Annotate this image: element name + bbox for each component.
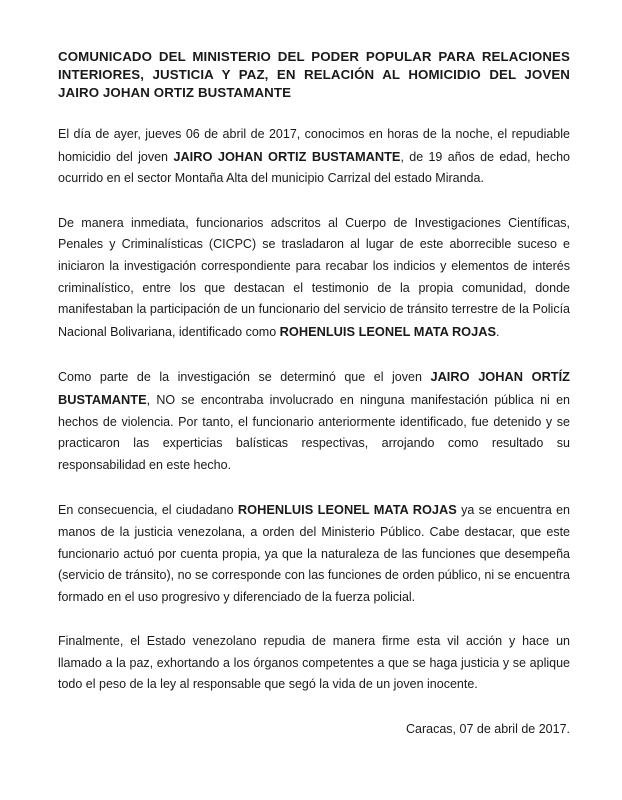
paragraph-1-text-c: , de 19 años de edad, hecho ocurrido en el sector Montaña Alta del municipio Carrizal del estado Miranda. <box>58 149 570 186</box>
paragraph-4 <box>58 499 570 608</box>
paragraph-3 <box>58 366 570 476</box>
paragraph-3-text-c: , NO se encontraba involucrado en ninguna manifestación pública ni en hechos de violencia. Por tanto, el funcionario anteriormente identificado, fue detenido y se practicaron las experticias balísticas respectivas, arrojando como resultado su responsabilidad en este hecho. <box>58 392 570 472</box>
paragraph-4-text-a: En consecuencia, el ciudadano <box>58 503 238 518</box>
paragraph-2-text-a: De manera inmediata, funcionarios adscritos al Cuerpo de Investigaciones Científicas, Penales y Criminalísticas (CICPC) se trasladaron al lugar de este aborrecible suceso e iniciaron la investigación correspondiente para recabar los indicios y elementos de interés criminalístico, entre los que destacan el testimonio de la propia comunidad, donde manifestaban la participación de un funcionario del servicio de tránsito terrestre de la Policía Nacional Bolivariana, identificado como <box>58 215 570 339</box>
paragraph-4-officer-name: ROHENLUIS LEONEL MATA ROJAS <box>237 502 457 518</box>
paragraph-3-victim-name: JAIRO JOHAN ORTÍZ BUSTAMANTE <box>58 369 570 407</box>
document-title: COMUNICADO DEL MINISTERIO DEL PODER POPULAR PARA RELACIONES INTERIORES, JUSTICIA Y PAZ, EN RELACIÓN AL HOMICIDIO DEL JOVEN JAIRO JOHAN ORTIZ BUSTAMANTE <box>58 49 570 100</box>
paragraph-1 <box>58 124 570 190</box>
paragraph-2-officer-name: ROHENLUIS LEONEL MATA ROJAS <box>279 323 497 339</box>
document-page <box>58 48 570 739</box>
paragraph-2 <box>58 213 570 344</box>
paragraph-1-victim-name: JAIRO JOHAN ORTIZ BUSTAMANTE <box>173 148 401 164</box>
paragraph-1-text-a: El día de ayer, jueves 06 de abril de 2017, conocimos en horas de la noche, el repudiable homicidio del joven <box>58 127 570 164</box>
paragraph-5: Finalmente, el Estado venezolano repudia de manera firme esta vil acción y hace un llamado a la paz, exhortando a los órganos competentes a que se haga justicia y se aplique todo el peso de la ley al responsable que segó la vida de un joven inocente. <box>58 634 570 692</box>
paragraph-4-text-c: ya se encuentra en manos de la justicia venezolana, a orden del Ministerio Público. Cabe destacar, que este funcionario actuó por cuenta propia, ya que la naturaleza de las funciones que desempeña (servicio de tránsito), no se corresponde con las funciones de orden público, ni se encuentra formado en el uso progresivo y diferenciado de la fuerza policial. <box>58 503 571 604</box>
paragraph-3-text-a: Como parte de la investigación se determinó que el joven <box>58 370 431 385</box>
document-date: Caracas, 07 de abril de 2017. <box>406 722 570 737</box>
paragraph-2-text-c: . <box>496 324 500 339</box>
